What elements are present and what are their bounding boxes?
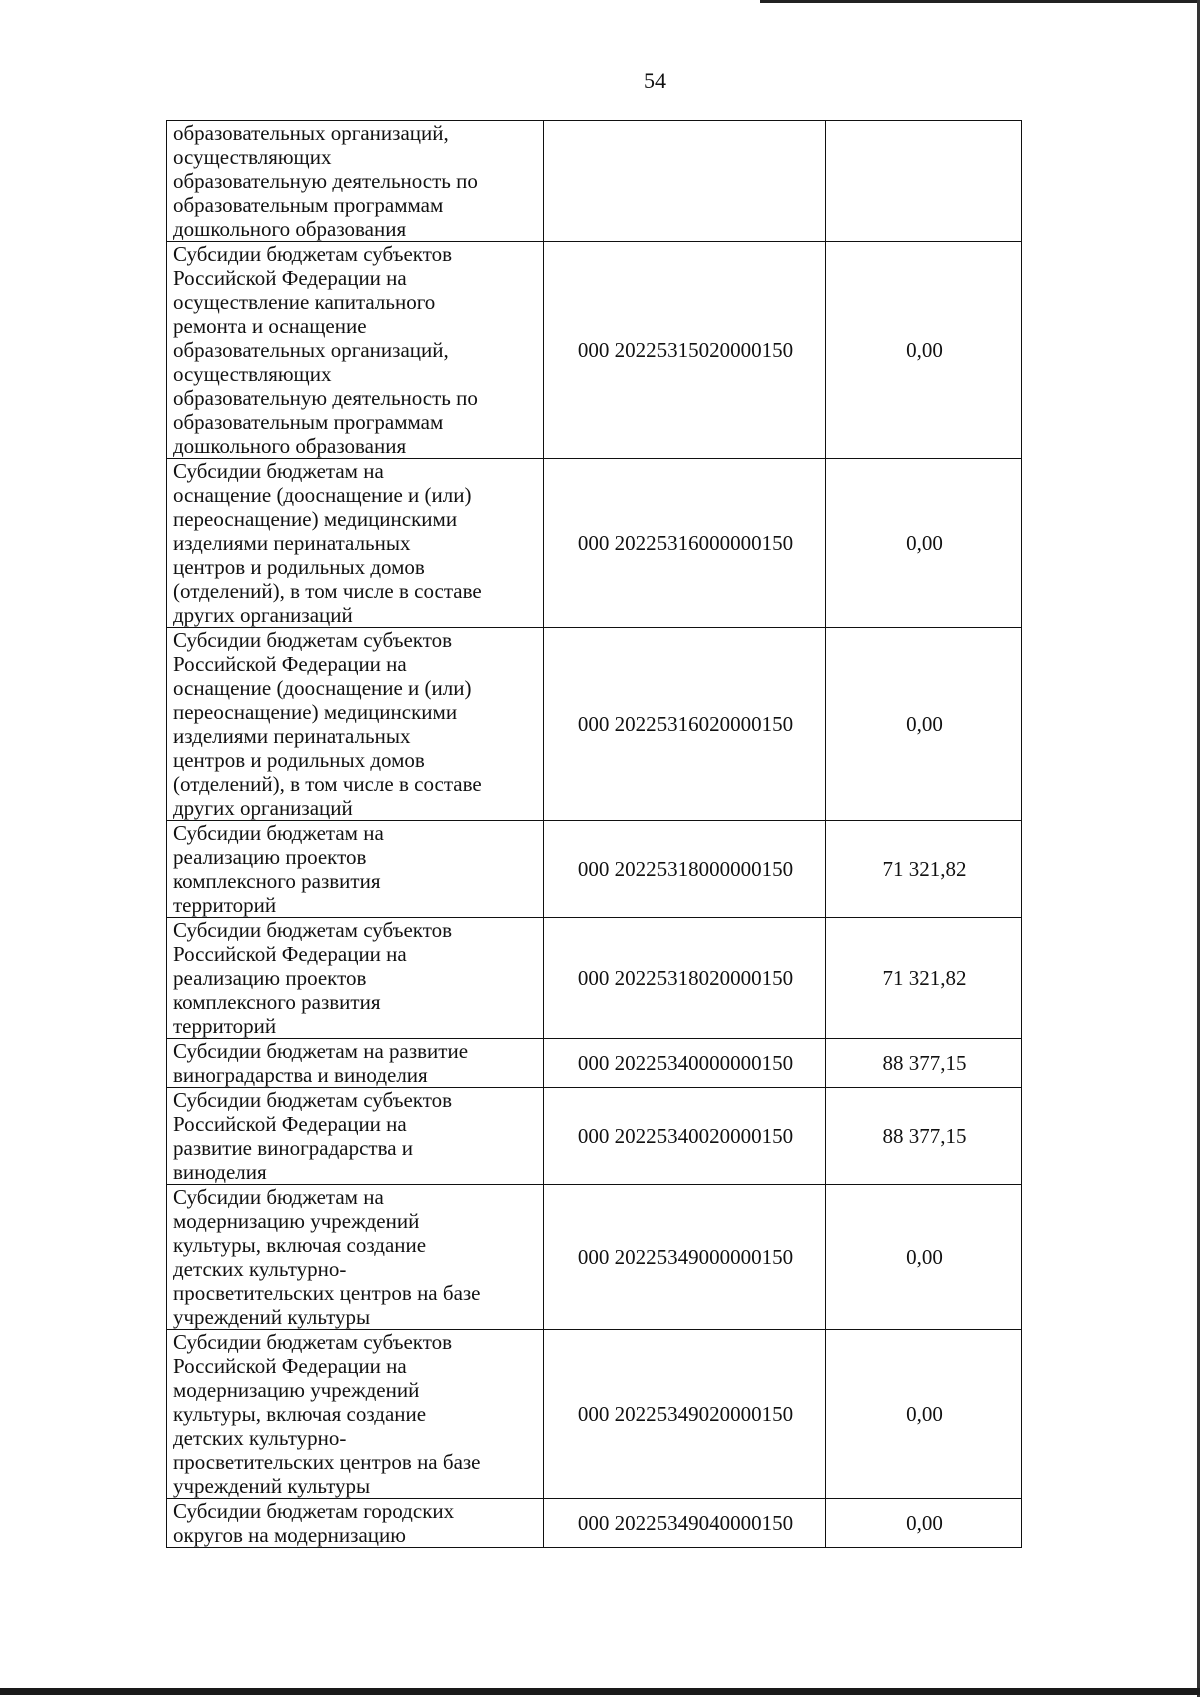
row-code-cell: 000 20225316020000150 (544, 628, 826, 821)
table-row (167, 121, 1022, 242)
table-row (167, 1499, 1022, 1548)
row-name-cell: образовательных организаций, осуществляющих образовательную деятельность по образовательным программам дошкольного образования (167, 121, 544, 242)
row-name-cell: Субсидии бюджетам на оснащение (дооснащение и (или) переоснащение) медицинскими изделиями перинатальных центров и родильных домов (отделений), в том числе в составе других организаций (167, 459, 544, 628)
row-code-cell: 000 20225318000000150 (544, 821, 826, 918)
table-row (167, 459, 1022, 628)
row-value-cell: 88 377,15 (826, 1039, 1022, 1088)
row-name-cell: Субсидии бюджетам на модернизацию учреждений культуры, включая создание детских культурно- просветительских центров на базе учреждений культуры (167, 1185, 544, 1330)
table-row (167, 1330, 1022, 1499)
row-name-cell: Субсидии бюджетам городских округов на модернизацию (167, 1499, 544, 1548)
row-code-cell: 000 20225316000000150 (544, 459, 826, 628)
scan-edge-top (760, 0, 1200, 3)
scan-edge-bottom (0, 1688, 1200, 1695)
row-name-cell: Субсидии бюджетам субъектов Российской Федерации на оснащение (дооснащение и (или) переоснащение) медицинскими изделиями перинатальных центров и родильных домов (отделений), в том числе в составе других организаций (167, 628, 544, 821)
row-name-cell: Субсидии бюджетам субъектов Российской Федерации на модернизацию учреждений культуры, включая создание детских культурно- просветительских центров на базе учреждений культуры (167, 1330, 544, 1499)
row-value-cell: 0,00 (826, 1330, 1022, 1499)
row-value-cell (826, 121, 1022, 242)
budget-table (166, 120, 1022, 1548)
row-name-cell: Субсидии бюджетам на реализацию проектов комплексного развития территорий (167, 821, 544, 918)
table-row (167, 628, 1022, 821)
row-value-cell: 0,00 (826, 1499, 1022, 1548)
table-row (167, 1039, 1022, 1088)
table-row (167, 1088, 1022, 1185)
row-code-cell: 000 20225340020000150 (544, 1088, 826, 1185)
row-value-cell: 0,00 (826, 242, 1022, 459)
row-value-cell: 0,00 (826, 1185, 1022, 1330)
row-code-cell: 000 20225318020000150 (544, 918, 826, 1039)
row-value-cell: 71 321,82 (826, 918, 1022, 1039)
row-code-cell: 000 20225349020000150 (544, 1330, 826, 1499)
row-value-cell: 88 377,15 (826, 1088, 1022, 1185)
page-number: 54 (644, 68, 666, 93)
table-row (167, 918, 1022, 1039)
row-code-cell (544, 121, 826, 242)
row-name-cell: Субсидии бюджетам субъектов Российской Федерации на осуществление капитального ремонта и оснащение образовательных организаций, осуществляющих образовательную деятельность по образовательным программам дошкольного образования (167, 242, 544, 459)
row-name-cell: Субсидии бюджетам субъектов Российской Федерации на реализацию проектов комплексного развития территорий (167, 918, 544, 1039)
row-code-cell: 000 20225315020000150 (544, 242, 826, 459)
table-row (167, 242, 1022, 459)
row-code-cell: 000 20225349000000150 (544, 1185, 826, 1330)
row-code-cell: 000 20225340000000150 (544, 1039, 826, 1088)
table-row (167, 1185, 1022, 1330)
row-name-cell: Субсидии бюджетам субъектов Российской Федерации на развитие виноградарства и виноделия (167, 1088, 544, 1185)
row-value-cell: 71 321,82 (826, 821, 1022, 918)
table-row (167, 821, 1022, 918)
row-name-cell: Субсидии бюджетам на развитие виноградарства и виноделия (167, 1039, 544, 1088)
row-value-cell: 0,00 (826, 459, 1022, 628)
row-value-cell: 0,00 (826, 628, 1022, 821)
row-code-cell: 000 20225349040000150 (544, 1499, 826, 1548)
